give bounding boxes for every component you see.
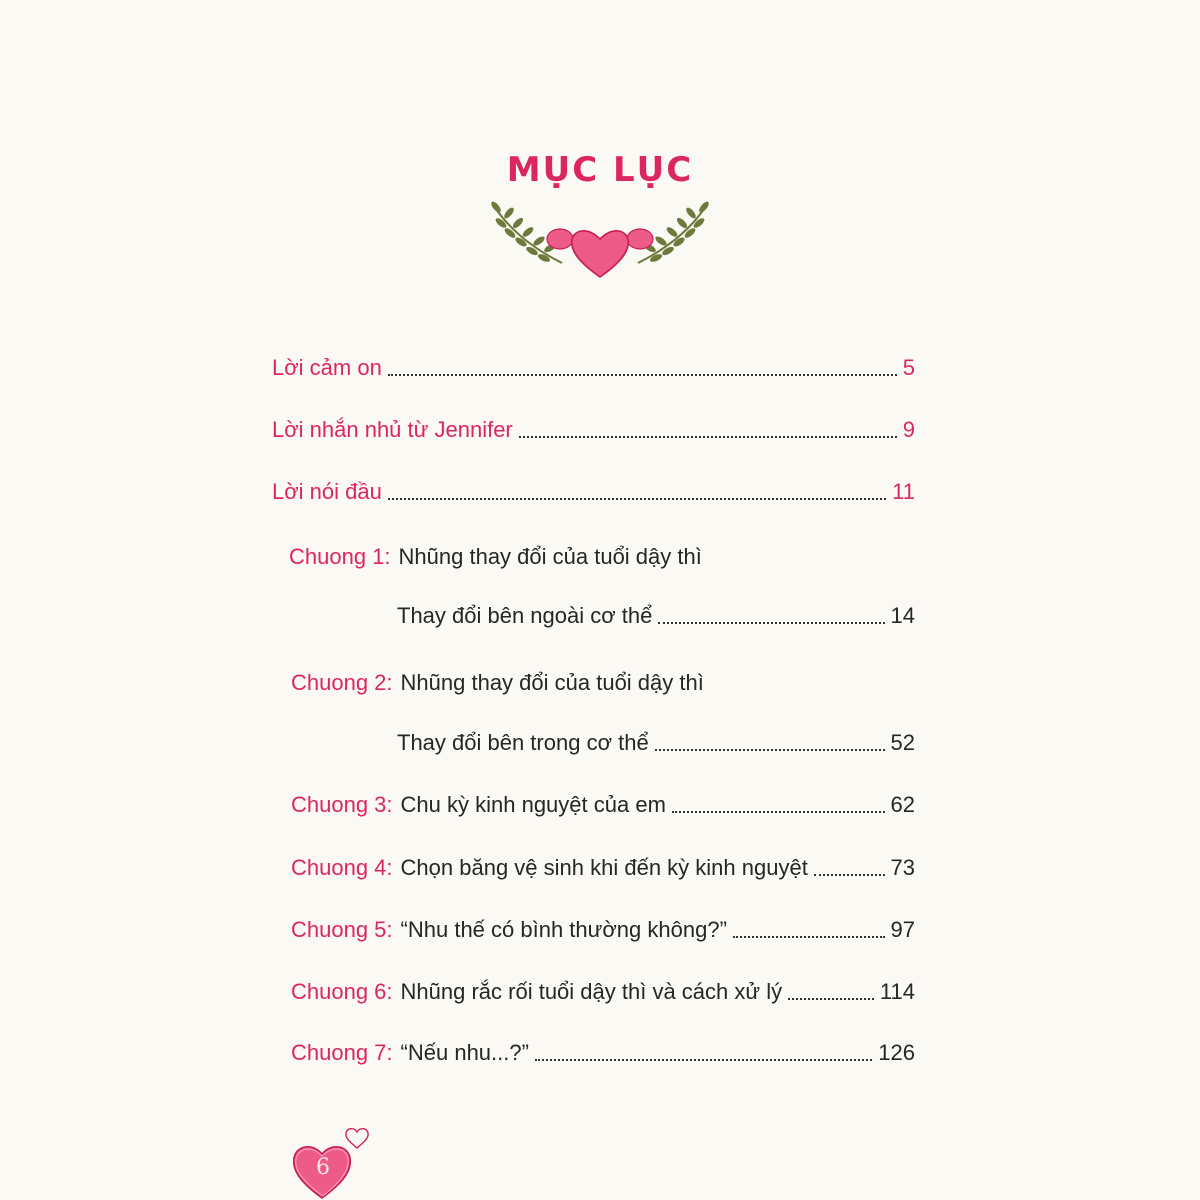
toc-page-number: 11 (892, 479, 915, 504)
chapter-prefix: Chuong 1: (289, 544, 391, 569)
heart-vine-ornament (490, 195, 710, 285)
dot-leader (535, 1059, 872, 1061)
dot-leader (672, 811, 885, 813)
heart-ear-left (547, 229, 573, 249)
toc-page-number: 114 (879, 979, 915, 1004)
toc-chapter-entry (291, 853, 915, 883)
chapter-title: Chọn băng vệ sinh khi đến kỳ kinh nguyệt (400, 855, 808, 880)
page-number: 6 (316, 1155, 330, 1180)
chapter-prefix: Chuong 5: (291, 917, 393, 942)
toc-page-number: 9 (902, 417, 915, 442)
toc-page-number: 126 (878, 1040, 915, 1065)
chapter-prefix: Chuong 2: (291, 670, 393, 695)
chapter-prefix: Chuong 4: (291, 855, 393, 880)
toc-chapter-entry (291, 790, 915, 820)
toc-entry-label: Lời nhắn nhủ từ Jennifer (272, 417, 513, 442)
dot-leader (788, 998, 874, 1000)
toc-chapter-heading (291, 668, 704, 698)
dot-leader (655, 749, 885, 751)
toc-page-number: 97 (890, 917, 915, 942)
chapter-prefix: Chuong 6: (291, 979, 393, 1004)
toc-chapter-heading (289, 542, 702, 572)
chapter-title: “Nhu thế có bình thường không?” (400, 917, 727, 942)
toc-section-entry (397, 601, 915, 631)
leaf (672, 236, 686, 248)
toc-section-entry (397, 728, 915, 758)
small-heart-outline-icon (346, 1129, 368, 1148)
chapter-title: Chu kỳ kinh nguyệt của em (400, 792, 666, 817)
toc-entry-label: Lời nói đầu (272, 479, 382, 504)
leaf (683, 227, 697, 240)
dot-leader (388, 374, 897, 376)
toc-page-number: 5 (902, 355, 915, 380)
leaf (675, 216, 688, 229)
leaf (511, 216, 524, 229)
toc-page-number: 73 (890, 855, 915, 880)
leaf (521, 226, 535, 239)
dot-leader (388, 498, 886, 500)
toc-chapter-entry (291, 1038, 915, 1068)
leaf (698, 200, 710, 214)
leaf (514, 236, 528, 248)
leaf (685, 206, 698, 220)
dot-leader (519, 436, 897, 438)
leaf (503, 206, 516, 220)
toc-page-number: 62 (890, 792, 915, 817)
leaf (537, 253, 551, 264)
toc-entry (272, 477, 915, 507)
toc-page-number: 14 (890, 603, 915, 628)
toc-page-number: 52 (890, 730, 915, 755)
chapter-title: Nhũng thay đổi của tuổi dậy thì (400, 670, 704, 695)
leaf (661, 245, 675, 257)
section-label: Thay đổi bên ngoài cơ thể (397, 603, 653, 628)
dot-leader (814, 874, 885, 876)
dot-leader (658, 622, 884, 624)
heart-ear-right (627, 229, 653, 249)
page-title: MỤC LỤC (506, 150, 694, 190)
section-label: Thay đổi bên trong cơ thể (397, 730, 649, 755)
dot-leader (733, 936, 885, 938)
chapter-prefix: Chuong 7: (291, 1040, 393, 1065)
leaf (525, 245, 539, 257)
leaf (503, 227, 517, 240)
toc-entry-label: Lời cảm on (272, 355, 382, 380)
chapter-title: Nhũng thay đổi của tuổi dậy thì (398, 544, 702, 569)
chapter-title: Nhũng rắc rối tuổi dậy thì và cách xử lý (400, 979, 783, 1004)
toc-chapter-entry (291, 977, 915, 1007)
chapter-title: “Nếu nhu...?” (400, 1040, 529, 1065)
toc-entry (272, 353, 915, 383)
leaf (692, 217, 706, 230)
toc-chapter-entry (291, 915, 915, 945)
leaf (649, 253, 663, 264)
leaf (665, 226, 679, 239)
heart-icon (572, 231, 629, 277)
leaf (490, 200, 502, 214)
leaf (494, 217, 508, 230)
toc-entry (272, 415, 915, 445)
chapter-prefix: Chuong 3: (291, 792, 393, 817)
